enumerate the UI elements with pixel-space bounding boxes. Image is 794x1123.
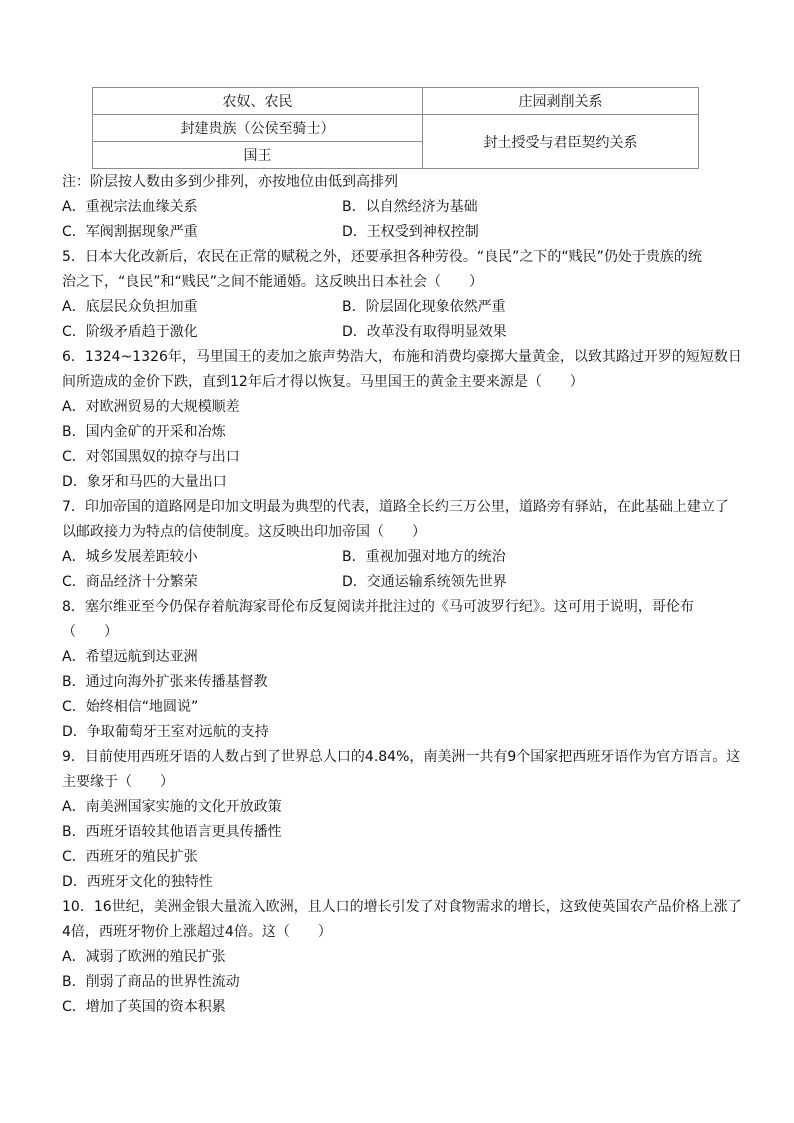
table-cell: 农奴、农民: [93, 88, 423, 115]
question-8-text: 8．塞尔维亚至今仍保存着航海家哥伦布反复阅读并批注过的《马可波罗行纪》。这可用于说明，哥伦布: [62, 599, 694, 615]
table-cell: 封土授受与君臣契约关系: [423, 115, 699, 169]
question-7-text: 7．印加帝国的道路网是印加文明最为典型的代表，道路全长约三万公里，道路旁有驿站，在此基础上建立了: [62, 499, 729, 515]
table-note: 注：阶层按人数由多到少排列，亦按地位由低到高排列: [62, 174, 398, 190]
option-c: C．增加了英国的资本积累: [62, 999, 226, 1015]
table-row: [93, 115, 699, 142]
option-a: A．底层民众负担加重: [62, 299, 198, 315]
feudal-hierarchy-table: [92, 87, 699, 169]
option-b: B．削弱了商品的世界性流动: [62, 974, 240, 990]
option-a: A．重视宗法血缘关系: [62, 199, 198, 215]
option-b: B．重视加强对地方的统治: [342, 549, 506, 565]
option-c: C．军阀割据现象严重: [62, 224, 198, 240]
question-5-text: 治之下，“良民”和“贱民”之间不能通婚。这反映出日本社会（ ）: [62, 274, 484, 290]
option-b: B．以自然经济为基础: [342, 199, 478, 215]
option-c: C．阶级矛盾趋于激化: [62, 324, 198, 340]
table-cell: 庄园剥削关系: [423, 88, 699, 115]
option-d: D．象牙和马匹的大量出口: [62, 474, 227, 490]
question-7-text: 以邮政接力为特点的信使制度。这反映出印加帝国（ ）: [62, 524, 426, 540]
table-cell: 封建贵族（公侯至骑士）: [93, 115, 423, 142]
option-a: A．希望远航到达亚洲: [62, 649, 198, 665]
option-b: B．西班牙语较其他语言更具传播性: [62, 824, 282, 840]
option-a: A．城乡发展差距较小: [62, 549, 198, 565]
question-9-text: 9．目前使用西班牙语的人数占到了世界总人口的4.84%，南美洲一共有9个国家把西班牙语作为官方语言。这: [62, 749, 741, 765]
option-d: D．争取葡萄牙王室对远航的支持: [62, 724, 269, 740]
question-10-text: 10．16世纪，美洲金银大量流入欧洲，且人口的增长引发了对食物需求的增长，这致使英国农产品价格上涨了: [62, 899, 742, 915]
question-8-text: （ ）: [62, 624, 118, 640]
option-c: C．西班牙的殖民扩张: [62, 849, 198, 865]
option-c: C．始终相信“地圆说”: [62, 699, 199, 715]
question-6-text: 间所造成的金价下跌，直到12年后才得以恢复。马里国王的黄金主要来源是（ ）: [62, 374, 584, 390]
option-d: D．交通运输系统领先世界: [342, 574, 507, 590]
option-c: C．商品经济十分繁荣: [62, 574, 198, 590]
option-c: C．对邻国黑奴的掠夺与出口: [62, 449, 240, 465]
question-10-text: 4倍，西班牙物价上涨超过4倍。这（ ）: [62, 924, 332, 940]
option-a: A．南美洲国家实施的文化开放政策: [62, 799, 282, 815]
table-row: [93, 88, 699, 115]
question-6-text: 6．1324~1326年，马里国王的麦加之旅声势浩大，布施和消费均豪掷大量黄金，以致其路过开罗的短短数日: [62, 349, 742, 365]
option-a: A．对欧洲贸易的大规模顺差: [62, 399, 240, 415]
table-cell: 国王: [93, 142, 423, 169]
option-b: B．通过向海外扩张来传播基督教: [62, 674, 268, 690]
option-d: D．王权受到神权控制: [342, 224, 479, 240]
option-b: B．阶层固化现象依然严重: [342, 299, 506, 315]
question-5-text: 5．日本大化改新后，农民在正常的赋税之外，还要承担各种劳役。“良民”之下的“贱民”仍处于贵族的统: [62, 249, 702, 265]
option-d: D．西班牙文化的独特性: [62, 874, 213, 890]
option-a: A．减弱了欧洲的殖民扩张: [62, 949, 226, 965]
option-b: B．国内金矿的开采和冶炼: [62, 424, 226, 440]
question-9-text: 主要缘于（ ）: [62, 774, 174, 790]
option-d: D．改革没有取得明显效果: [342, 324, 507, 340]
